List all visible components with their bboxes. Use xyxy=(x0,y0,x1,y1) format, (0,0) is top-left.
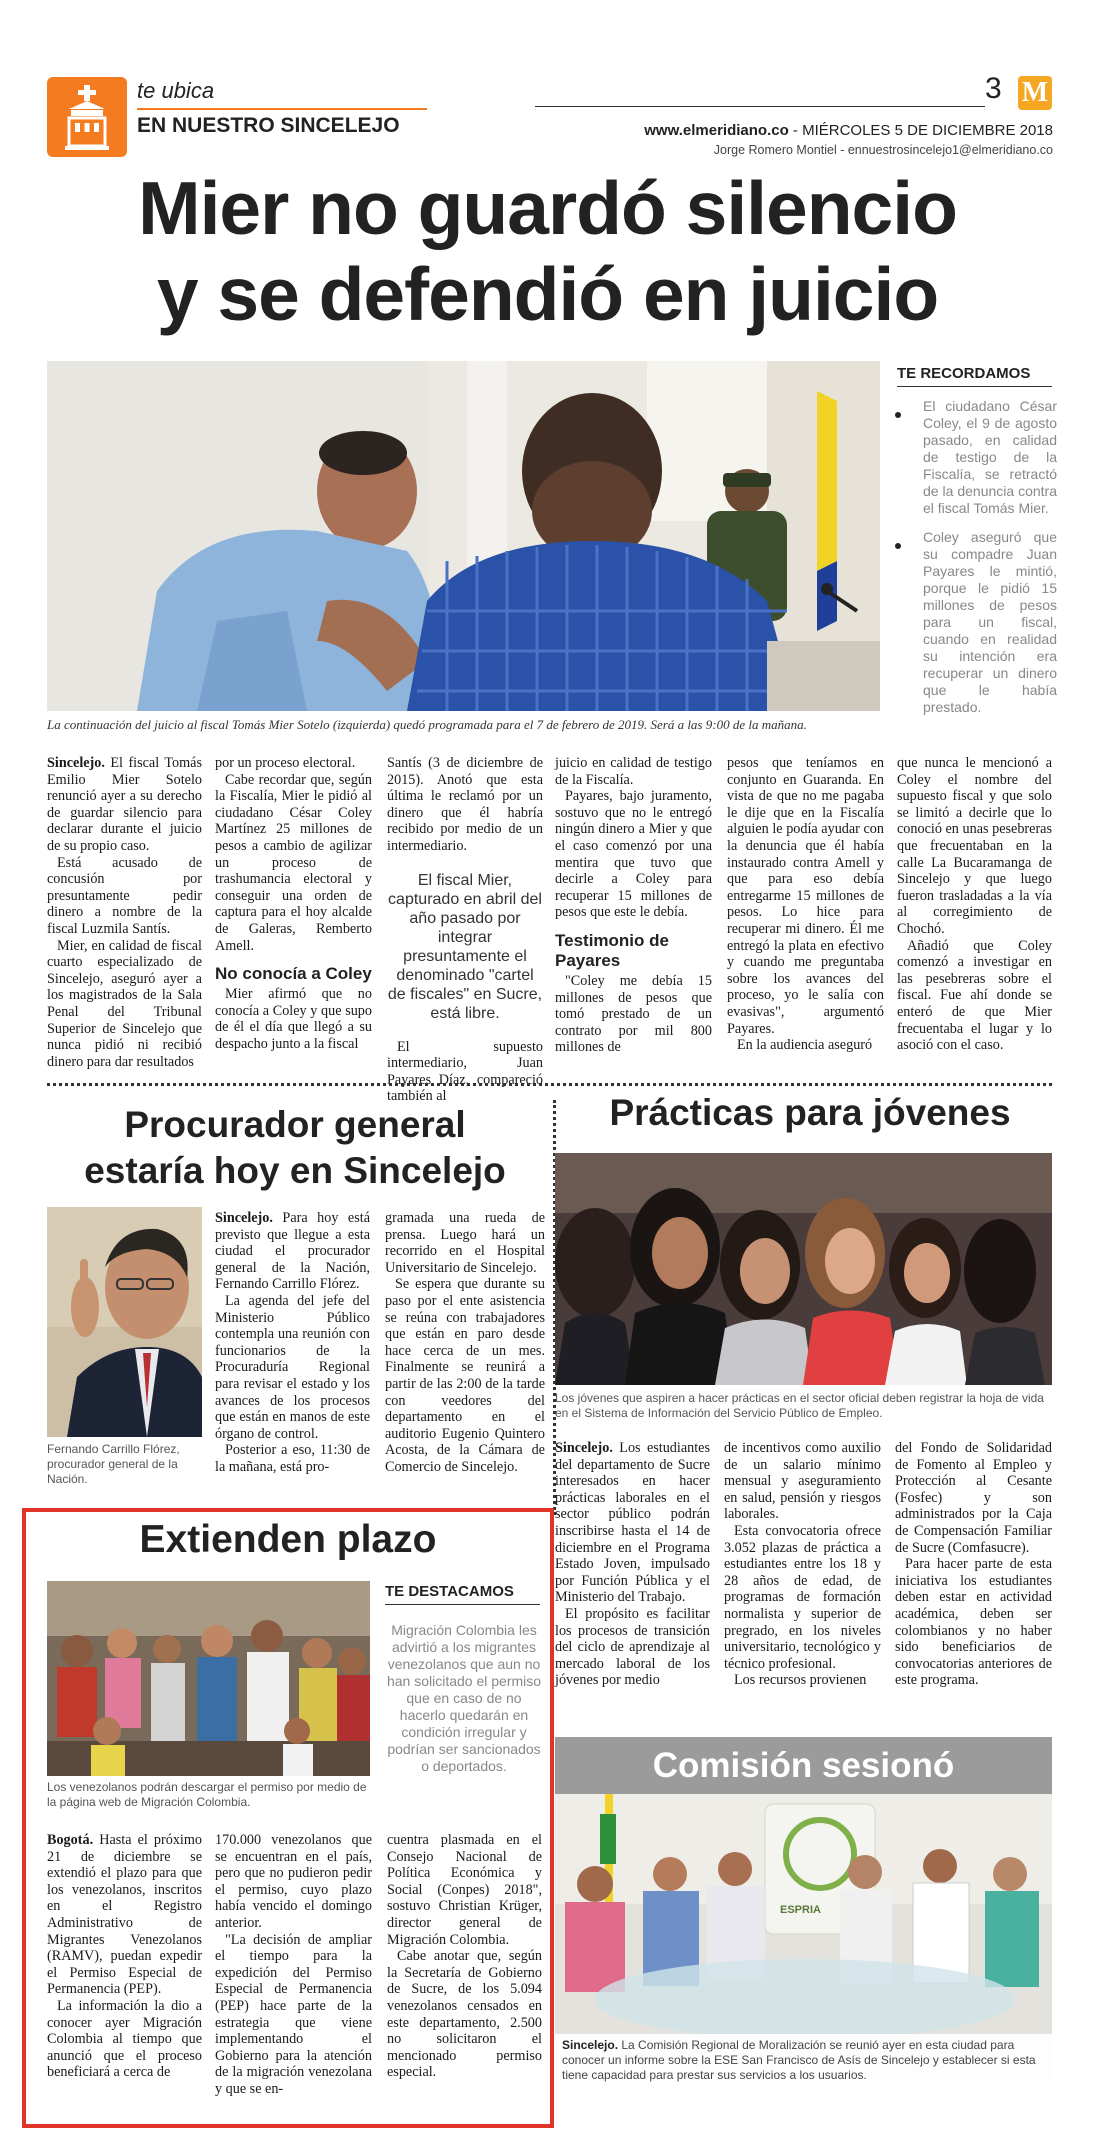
paragraph: Sincelejo. Para hoy está previsto que llegue a esta ciudad el procurador general de la Nación, Fernando Carrillo Flórez. xyxy=(215,1210,370,1293)
meeting-photo xyxy=(555,1794,1052,2078)
header-rule xyxy=(535,106,985,107)
migrants-photo xyxy=(47,1581,370,1776)
section-divider xyxy=(47,1083,1052,1086)
paragraph: Para hacer parte de esta iniciativa los estudiantes deben estar en actividad académica, deben ser colombianos y no haber sido beneficiarios de convocatorias anteriores de este programa. xyxy=(895,1556,1052,1689)
plazo-headline: Extienden plazo xyxy=(139,1518,437,1561)
plazo-col-1 xyxy=(47,1832,202,2081)
procurador-headline-line-2: estaría hoy en Sincelejo xyxy=(84,1150,506,1191)
portrait-photo xyxy=(47,1207,202,1437)
dateline-city: Sincelejo. xyxy=(47,755,105,771)
paragraph: Añadió que Coley comenzó a investigar en las pesebreras sobre el fiscal. Fue ahí donde se enteró de que Mier frecuentaba el lugar y lo asoció con el caso. xyxy=(897,937,1052,1054)
plazo-col-2 xyxy=(215,1832,372,2098)
section-kicker: te ubica xyxy=(137,78,215,103)
date-text: - MIÉRCOLES 5 DE DICIEMBRE 2018 xyxy=(788,122,1053,139)
plazo-sidebar-title: TE DESTACAMOS xyxy=(385,1583,514,1600)
main-headline-line-2: y se defendió en juicio xyxy=(156,252,939,336)
procurador-photo-caption: Fernando Carrillo Flórez, procurador general de la Nación. xyxy=(47,1442,180,1486)
plazo-col-3 xyxy=(387,1832,542,2081)
sidebar-title: TE RECORDAMOS xyxy=(897,365,1031,382)
paragraph: El supuesto intermediario, Juan Payares Díaz, compareció también al xyxy=(387,1038,543,1105)
section-logo-box xyxy=(47,77,127,157)
main-headline xyxy=(30,165,1065,337)
plazo-sidebar-rule xyxy=(385,1604,540,1605)
paragraph: pesos que teníamos en conjunto en Guaranda. En vista de que no me pagaba le dije que en la Fiscalía alguien le podía ayudar con la denuncia que él había instaurado contra Amell y que para eso debía entregarme 15 millones de pesos. Lo hice para recuperar mi dinero. Él me entregó la plata en efectivo y cuando me preguntaba sobre los avances del proceso, yo le salía con evasivas", argumentó Payares. xyxy=(727,755,884,1037)
procurador-headline xyxy=(35,1102,555,1194)
plazo-sidebar-text: Migración Colombia les advirtió a los migrantes venezolanos que aun no han solicitado el permiso que en caso de no hacerlo quedarán en condición irregular y podrían ser sancionados o deportados. xyxy=(386,1622,542,1774)
dateline-city: Bogotá. xyxy=(47,1832,94,1848)
practicas-photo xyxy=(555,1153,1052,1385)
paragraph: "La decisión de ampliar el tiempo para la expedición del Permiso Especial de Permanencia (PEP) hace parte de la estrategia que viene implementando el Gobierno para la atención de la migración venezolana y que se en- xyxy=(215,1931,372,2097)
procurador-photo xyxy=(47,1207,202,1437)
sidebar-title-rule xyxy=(897,386,1052,387)
paragraph: Bogotá. Hasta el próximo 21 de diciembre se extendió el plazo para que los venezolanos, inscritos en el Registro Administrativo de Migrantes Venezolanos (RAMV), puedan expedir el Permiso Especial de Permanencia (PEP). xyxy=(47,1832,202,1998)
paragraph: "Coley me debía 15 millones de pesos que tomó prestado de un contrato por mil 800 millones de xyxy=(555,972,712,1056)
paragraph: La información la dio a conocer ayer Migración Colombia al tiempo que anunció que el proceso beneficiará a cerca de xyxy=(47,1997,202,2081)
paragraph: El propósito es facilitar los procesos de transición del ciclo de aprendizaje al mercado laboral de los jóvenes por medio xyxy=(555,1605,710,1689)
paragraph: juicio en calidad de testigo de la Fiscalía. xyxy=(555,755,712,788)
comision-photo-caption: Sincelejo. La Comisión Regional de Moralización se reunió ayer en esta ciudad para conocer un informe sobre la ESE San Francisco de Asís de Sincelejo y establecer si esta tiene capacidad para prestar sus servicios a los usuarios. xyxy=(562,2038,1036,2082)
paragraph: Sincelejo. Los estudiantes del departamento de Sucre interesados en hacer prácticas laborales en el sector público podrán inscribirse hasta el 14 de diciembre en el Programa Estado Joven, impulsado por Función Pública y el Ministerio del Trabajo. xyxy=(555,1440,710,1606)
dateline-city: Sincelejo. xyxy=(562,2038,619,2052)
paragraph: Santís (3 de diciembre de 2015). Anotó que esta última le reclamó por un dinero que él habría recibido por medio de un intermediario. xyxy=(387,755,543,854)
main-col-6 xyxy=(897,755,1052,1054)
main-col-4 xyxy=(555,755,712,1056)
paragraph: La agenda del jefe del Ministerio Público contempla una reunión con funcionarios de la Procuraduría Regional para revisar el estado y los avances de los procesos que están en manos de este órgano de control. xyxy=(215,1292,370,1442)
paragraph: Se espera que durante su paso por el ente asistencia se reúna con trabajadores que están en paro desde hace cerca de un mes. Finalmente se reunirá a partir de las 2:00 de la tarde con veedores del departamento en el auditorio Eugenio Quintero Acosta, de la Cámara de Comercio de Sincelejo. xyxy=(385,1276,545,1475)
paragraph: En la audiencia aseguró xyxy=(737,1037,873,1054)
paragraph: que nunca le mencionó a Coley el nombre del supuesto fiscal y que solo se limitó a decirle que lo conoció en unas pesebreras que frecuentaban en la calle La Bucaramanga de Sincelejo y que luego fueron trasladadas a la vía al corregimiento de Chochó. xyxy=(897,755,1052,937)
main-col-1 xyxy=(47,755,202,1070)
section-underline xyxy=(137,108,427,110)
section-name: EN NUESTRO SINCELEJO xyxy=(137,114,400,137)
paragraph: Sincelejo. El fiscal Tomás Emilio Mier Sotelo renunció ayer a su derecho de guardar silencio para declarar durante el juicio de su propio caso. xyxy=(47,755,202,854)
paragraph: Mier, en calidad de fiscal cuarto especializado de Sincelejo, aseguró ayer a los magistrados de la Sala Penal del Tribunal Superior de Sincelejo que nunca pidió ni recibió dinero para dar resultados xyxy=(47,937,202,1070)
plazo-photo-caption: Los venezolanos podrán descargar el permiso por medio de la página web de Migración Colombia. xyxy=(47,1780,367,1809)
plazo-photo xyxy=(47,1581,370,1776)
sidebar-item: El ciudadano César Coley, el 9 de agosto pasado, en calidad de testigo de la Fiscalía, se retractó de la denuncia contra el fiscal Tomás Mier. xyxy=(895,398,1057,517)
site-url[interactable]: www.elmeridiano.co xyxy=(644,122,789,139)
comision-banner-label: ESPRIA xyxy=(780,1904,821,1916)
sidebar-item: Coley aseguró que su compadre Juan Payares le mintió, porque le pidió 15 millones de pesos para un fiscal, cuando en realidad su intención era recuperar un dinero que le había prestado. xyxy=(895,529,1057,716)
main-photo xyxy=(47,361,880,711)
main-photo-caption: La continuación del juicio al fiscal Tomás Mier Sotelo (izquierda) quedó programada para el 7 de febrero de 2019. Será a las 9:00 de la mañana. xyxy=(47,717,807,732)
paragraph: Posterior a eso, 11:30 de la mañana, está pro- xyxy=(215,1442,370,1475)
paragraph: Cabe recordar que, según la Fiscalía, Mier le pidió al ciudadano César Coley Martínez 25 millones de pesos a cambio de agilizar un proceso de trashumancia electoral y conseguir una orden de captura para el hoy alcalde de Galeras, Remberto Amell. xyxy=(215,771,372,954)
paragraph: de incentivos como auxilio de un salario mínimo mensual y aseguramiento en salud, pensión y riesgos laborales. xyxy=(724,1440,881,1523)
author-line: Jorge Romero Montiel - ennuestrosincelejo1@elmeridiano.co xyxy=(713,143,1053,157)
comision-photo xyxy=(555,1794,1052,2078)
practicas-headline: Prácticas para jóvenes xyxy=(609,1092,1011,1133)
paragraph: del Fondo de Solidaridad de Fomento al Empleo y Protección al Cesante (Fosfec) y son administrados por la Caja de Compensación Familiar de Sucre (Comfasucre). xyxy=(895,1440,1052,1556)
paragraph: Payares, bajo juramento, sostuvo que no le entregó ningún dinero a Mier y que el caso comenzó por una mentira que tuvo que decirle a Coley para recuperar 15 millones de pesos que este le debía. xyxy=(555,788,712,921)
main-headline-line-1: Mier no guardó silencio xyxy=(138,166,957,250)
main-col-3 xyxy=(387,755,543,1105)
bullet-icon xyxy=(895,543,901,549)
main-col-5 xyxy=(727,755,884,1054)
church-icon xyxy=(47,77,127,157)
dateline-city: Sincelejo. xyxy=(215,1210,273,1226)
students-photo xyxy=(555,1153,1052,1385)
procurador-col-1 xyxy=(215,1210,370,1476)
paragraph: gramada una rueda de prensa. Luego hará un recorrido en el Hospital Universitario de Sincelejo. xyxy=(385,1210,545,1276)
dateline-city: Sincelejo. xyxy=(555,1440,613,1456)
practicas-col-2 xyxy=(724,1440,881,1689)
sidebar-list xyxy=(895,398,1057,716)
paragraph: Esta convocatoria ofrece 3.052 plazas de práctica a estudiantes entre los 18 y 28 años de edad, de programas de formación normalista y superior de pregrado, en los niveles universitario, tecnológico y técnico profesional. xyxy=(724,1522,881,1672)
bullet-icon xyxy=(895,412,901,418)
practicas-photo-caption: Los jóvenes que aspiren a hacer prácticas en el sector oficial deben registrar la hoja de vida en el Sistema de Información del Servicio Público de Empleo. xyxy=(555,1391,1044,1420)
paragraph: Cabe anotar que, según la Secretaría de Gobierno de Sucre, de los 5.094 venezolanos censados en este departamento, 2.500 no solicitaron el mencionado permiso especial. xyxy=(387,1948,542,2081)
subhead: Testimonio de Payares xyxy=(555,930,669,970)
paragraph: Mier afirmó que no conocía a Coley y que supo de él el día que llegó a su despacho junto a la fiscal xyxy=(215,986,372,1052)
pull-quote: El fiscal Mier, capturado en abril del año pasado por integrar presuntamente el denominado "cartel de fiscales" en Sucre, está libre. xyxy=(387,871,543,1022)
subhead: No conocía a Coley xyxy=(215,964,372,984)
brand-logo xyxy=(1018,76,1052,110)
procurador-headline-line-1: Procurador general xyxy=(124,1104,466,1145)
paragraph: 170.000 venezolanos que se encuentran en el país, pero que no pudieron pedir el permiso, cuyo plazo había vencido el domingo anterior. xyxy=(215,1832,372,1931)
comision-headline: Comisión sesionó xyxy=(652,1745,955,1785)
comision-headline-bar xyxy=(555,1737,1052,1794)
procurador-col-2 xyxy=(385,1210,545,1476)
dateline xyxy=(535,122,1053,139)
practicas-col-1 xyxy=(555,1440,710,1689)
main-col-2 xyxy=(215,755,372,1053)
brand-letter: M xyxy=(1021,77,1049,108)
practicas-col-3 xyxy=(895,1440,1052,1689)
paragraph: Los recursos provienen xyxy=(734,1672,867,1689)
trial-photo xyxy=(47,361,880,711)
paragraph: Está acusado de concusión por presuntamente pedir dinero a nombre de la fiscal Luzmila Santís. xyxy=(47,854,202,937)
paragraph: cuentra plasmada en el Consejo Nacional de Política Económica y Social (Conpes) 2018", sostuvo Christian Krüger, director general de Migración Colombia. xyxy=(387,1832,542,1948)
paragraph: por un proceso electoral. xyxy=(215,755,356,771)
page-number: 3 xyxy=(985,72,1002,105)
